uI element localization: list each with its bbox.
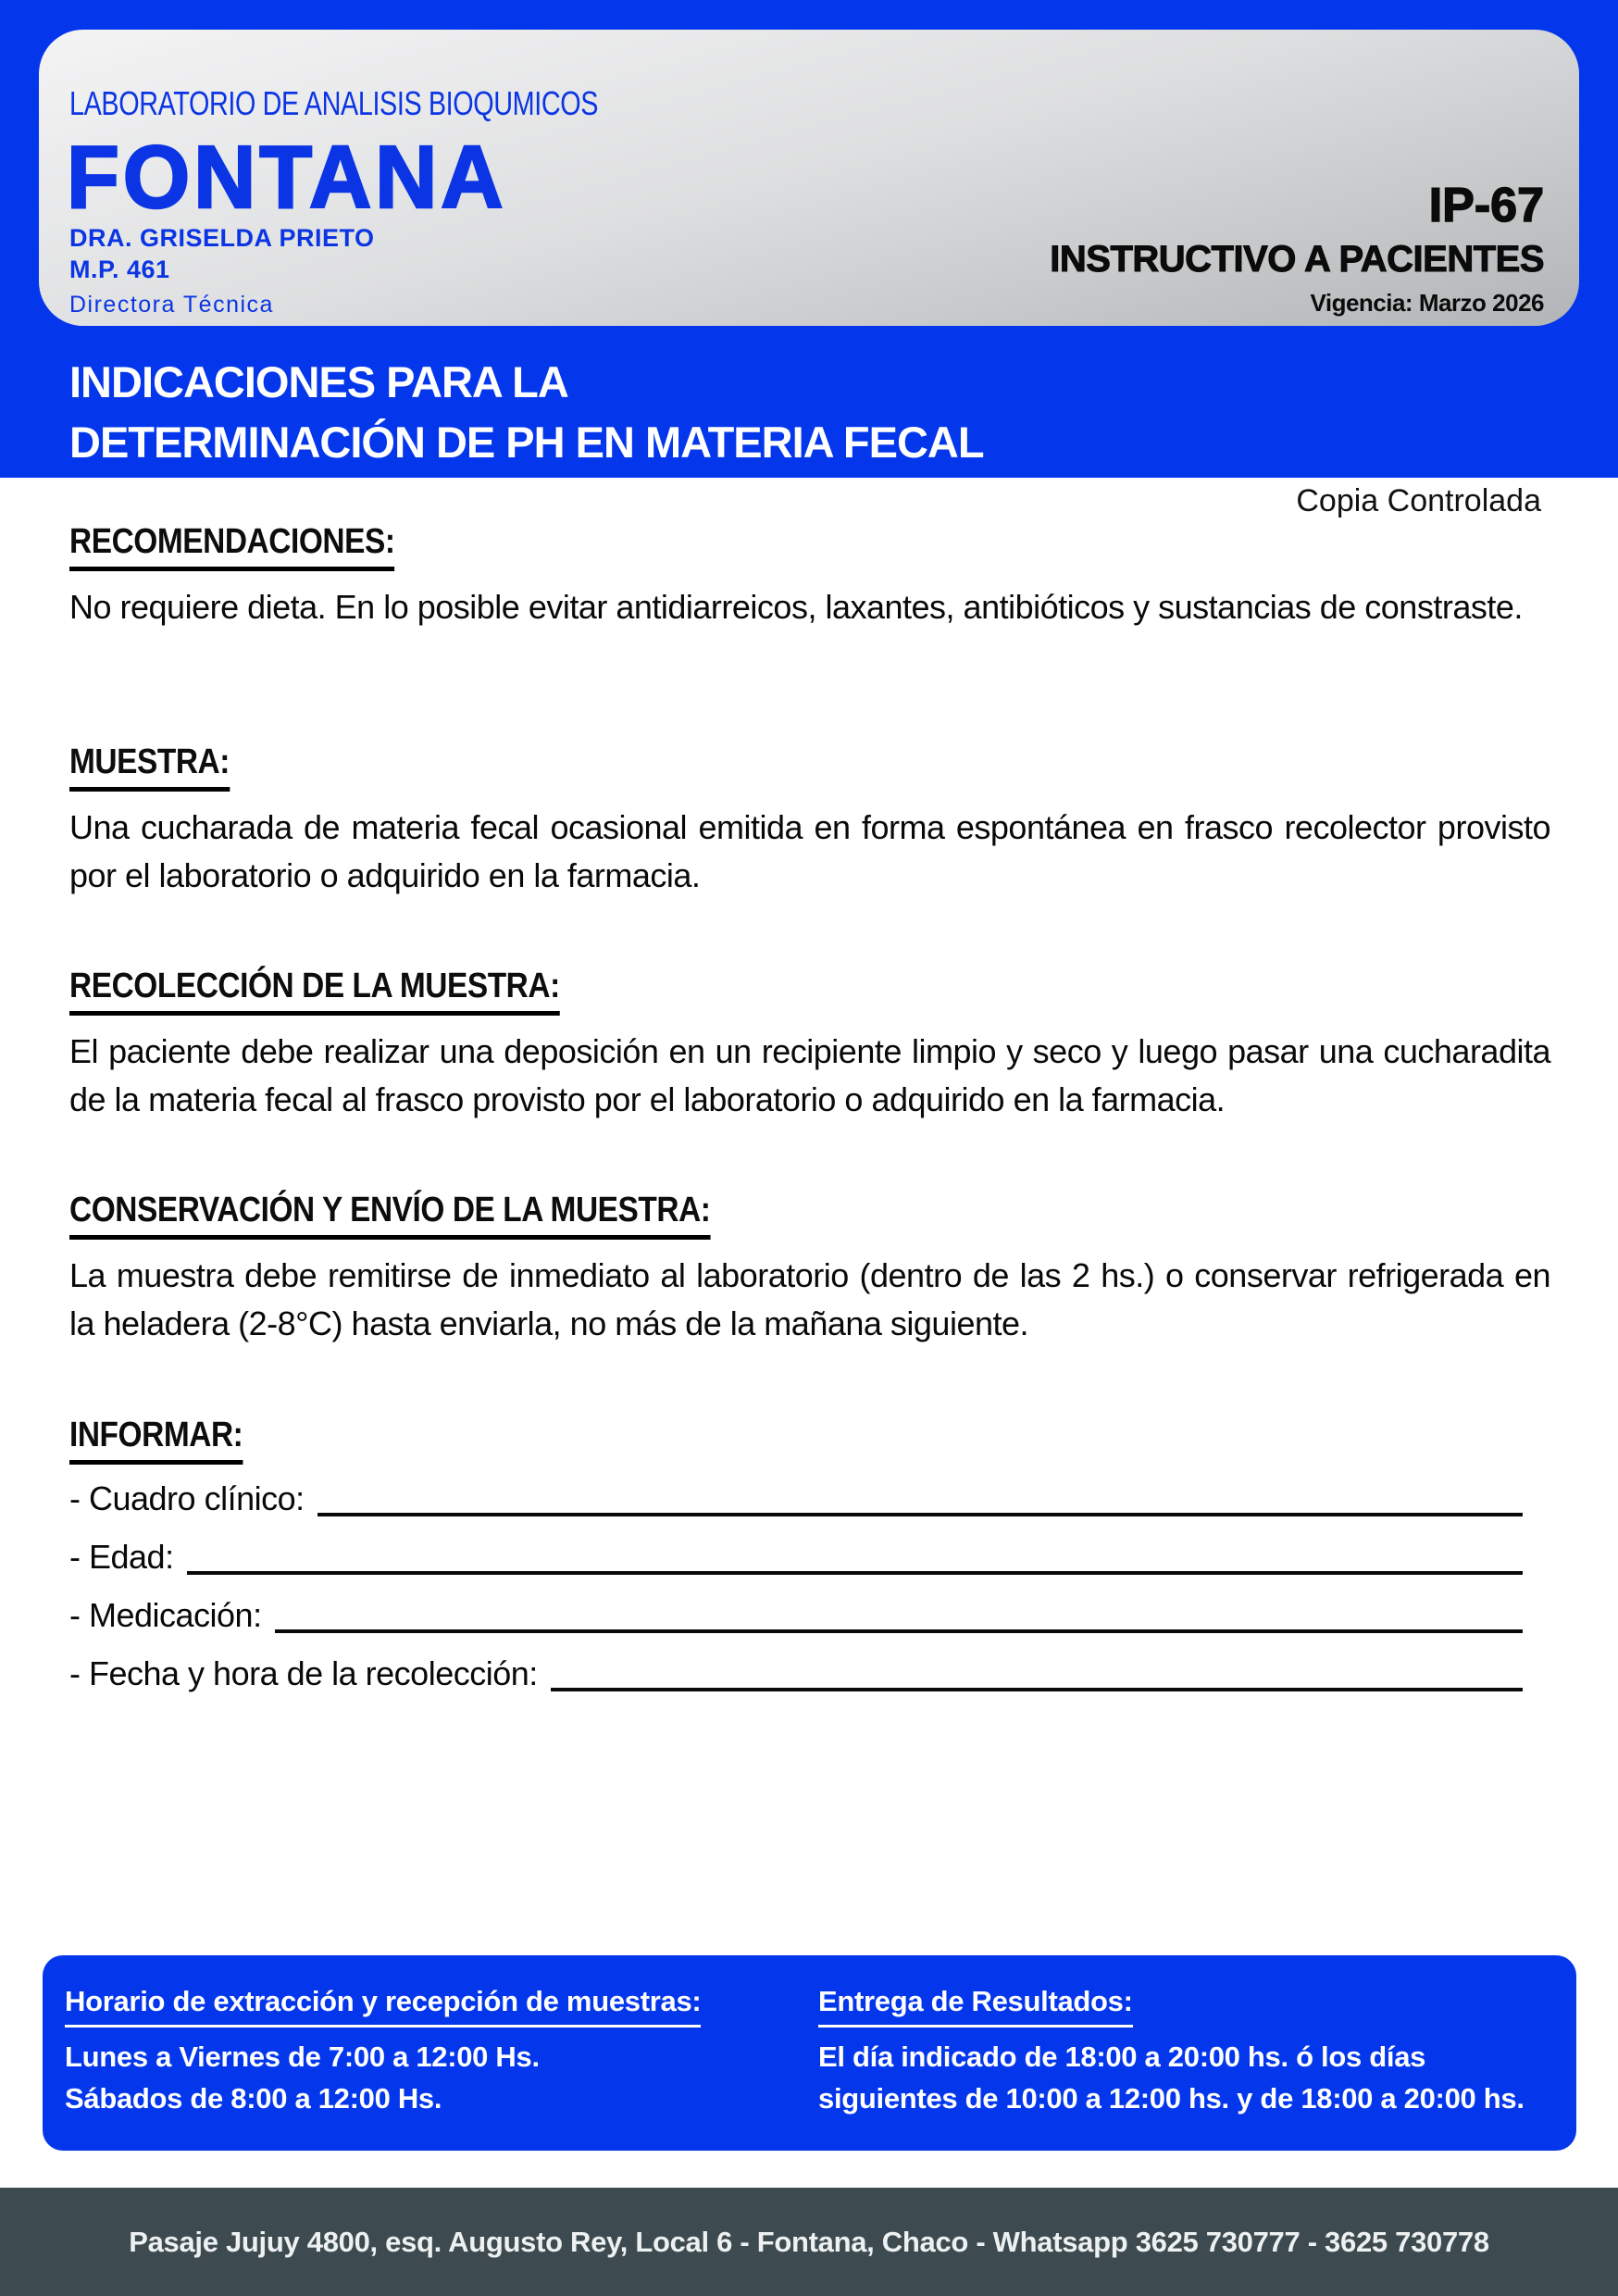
schedule-line: Lunes a Viernes de 7:00 a 12:00 Hs. <box>65 2040 540 2073</box>
director-credentials <box>69 222 375 318</box>
controlled-copy-label: Copia Controlada <box>1296 483 1541 518</box>
field-row-cuadro-clinico <box>69 1478 1550 1520</box>
section-heading: INFORMAR: <box>69 1415 243 1465</box>
schedule-results-column <box>818 1985 1525 2119</box>
section-body: La muestra debe remitirse de inmediato al laboratorio (dentro de las 2 hs.) o conservar refrigerada en la heladera (2-8°C) hasta enviarla, no más de la mañana siguiente. <box>69 1256 1550 1342</box>
informar-fields <box>69 1478 1550 1695</box>
field-row-edad <box>69 1536 1550 1578</box>
field-label: - Fecha y hora de la recolección: <box>69 1654 538 1692</box>
document-meta <box>1050 180 1544 317</box>
director-license: M.P. 461 <box>69 256 170 283</box>
field-row-fecha-hora <box>69 1653 1550 1695</box>
field-label: - Medicación: <box>69 1596 262 1634</box>
footer-address: Pasaje Jujuy 4800, esq. Augusto Rey, Local 6 - Fontana, Chaco - Whatsapp 3625 730777 - 3625 730778 <box>129 2225 1489 2258</box>
page-title-line1: INDICACIONES PARA LA <box>69 357 568 406</box>
field-label: - Edad: <box>69 1538 174 1576</box>
section-body: Una cucharada de materia fecal ocasional emitida en forma espontánea en frasco recolector provisto por el laboratorio o adquirido en la farmacia. <box>69 808 1550 894</box>
schedule-results-heading: Entrega de Resultados: <box>818 1985 1133 2028</box>
document-type: INSTRUCTIVO A PACIENTES <box>1050 239 1544 280</box>
brand-logo: FONTANA <box>67 128 507 227</box>
section-heading: MUESTRA: <box>69 742 230 792</box>
section-heading: CONSERVACIÓN Y ENVÍO DE LA MUESTRA: <box>69 1190 711 1240</box>
header-card <box>39 30 1579 326</box>
document-validity: Vigencia: Marzo 2026 <box>1310 289 1544 317</box>
schedule-line: Sábados de 8:00 a 12:00 Hs. <box>65 2082 442 2115</box>
schedule-results-lines <box>818 2036 1525 2119</box>
section-informar <box>69 1415 1550 1711</box>
schedule-box <box>43 1955 1576 2151</box>
section-heading: RECOLECCIÓN DE LA MUESTRA: <box>69 966 560 1016</box>
document-code: IP-67 <box>1428 179 1544 232</box>
lab-name: LABORATORIO DE ANALISIS BIOQUMICOS <box>69 84 599 122</box>
section-body: No requiere dieta. En lo posible evitar antidiarreicos, laxantes, antibióticos y sustancias de constraste. <box>69 588 1523 626</box>
section-body: El paciente debe realizar una deposición en un recipiente limpio y seco y luego pasar una cucharadita de la materia fecal al frasco provisto por el laboratorio o adquirido en la farmacia. <box>69 1032 1550 1118</box>
blank-fill-line <box>551 1688 1523 1691</box>
blank-fill-line <box>187 1571 1523 1575</box>
schedule-line: siguientes de 10:00 a 12:00 hs. y de 18:00 a 20:00 hs. <box>818 2082 1525 2115</box>
schedule-extraction-lines <box>65 2036 701 2119</box>
page-title-line2: DETERMINACIÓN DE PH EN MATERIA FECAL <box>69 418 984 467</box>
schedule-extraction-heading: Horario de extracción y recepción de muestras: <box>65 1985 701 2028</box>
section-heading: RECOMENDACIONES: <box>69 521 395 571</box>
page-title <box>69 352 984 472</box>
field-row-medicacion <box>69 1594 1550 1637</box>
section-recoleccion <box>69 966 1550 1124</box>
section-conservacion <box>69 1190 1550 1348</box>
header-band <box>0 0 1618 478</box>
schedule-extraction-column <box>65 1985 701 2119</box>
director-role: Directora Técnica <box>69 292 274 318</box>
director-name: DRA. GRISELDA PRIETO <box>69 224 375 252</box>
section-muestra <box>69 742 1550 900</box>
blank-fill-line <box>317 1513 1523 1516</box>
field-label: - Cuadro clínico: <box>69 1479 305 1517</box>
schedule-line: El día indicado de 18:00 a 20:00 hs. ó los días <box>818 2040 1426 2073</box>
footer-bar <box>0 2188 1618 2296</box>
section-recomendaciones <box>69 521 1550 631</box>
blank-fill-line <box>275 1629 1523 1633</box>
